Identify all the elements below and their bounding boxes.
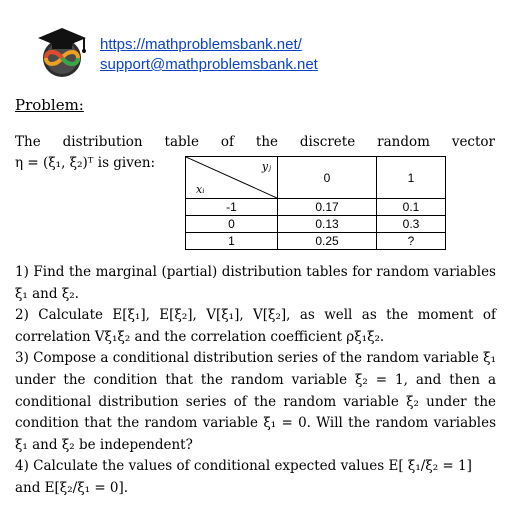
- column-variable-label: yⱼ: [261, 160, 271, 173]
- table-cell: 0.1: [377, 199, 446, 216]
- intro-word: distribution: [62, 134, 143, 150]
- intro-line-1: [15, 132, 495, 153]
- table-corner-cell: [186, 157, 278, 199]
- intro-line-2: η = (ξ₁, ξ₂)ᵀ is given:: [15, 155, 156, 171]
- contact-links: [100, 35, 318, 75]
- column-header: 0: [278, 157, 377, 199]
- table-row: [186, 216, 446, 233]
- intro-word: of: [220, 134, 234, 150]
- row-variable-label: xᵢ: [196, 183, 205, 196]
- website-link[interactable]: https://mathproblemsbank.net/: [100, 36, 302, 53]
- table-cell: 0.25: [278, 233, 377, 250]
- intro-word: The: [15, 134, 41, 150]
- table-cell: 0.3: [377, 216, 446, 233]
- row-header: 0: [186, 216, 278, 233]
- intro-word: table: [164, 134, 199, 150]
- task-list: [15, 262, 496, 500]
- table-header-row: [186, 157, 446, 199]
- table-row: [186, 199, 446, 216]
- task-item: 2) Calculate E[ξ₁], E[ξ₂], V[ξ₁], V[ξ₂], as well as the moment of correlation Vξ₁ξ₂ and the correlation coefficient ρξ₁ξ₂.: [15, 307, 496, 345]
- row-header: -1: [186, 199, 278, 216]
- task-item: 1) Find the marginal (partial) distribution tables for random variables ξ₁ and ξ₂.: [15, 264, 496, 302]
- column-header: 1: [377, 157, 446, 199]
- intro-word: the: [255, 134, 278, 150]
- graduation-cap-infinity-icon: [34, 24, 90, 80]
- table-cell: 0.17: [278, 199, 377, 216]
- row-header: 1: [186, 233, 278, 250]
- task-item: 3) Compose a conditional distribution series of the random variable ξ₁ under the condition that the random variable ξ₂ = 1, and then a conditional distribution series of the random variable ξ₂ under the condition that the random variable ξ₁ = 0. Will the random variables ξ₁ and ξ₂ be independent?: [15, 350, 496, 453]
- table-cell: ?: [377, 233, 446, 250]
- intro-word: random: [377, 134, 430, 150]
- table-row: [186, 233, 446, 250]
- intro-word: vector: [451, 134, 495, 150]
- task-item: 4) Calculate the values of conditional expected values E[ ξ₁/ξ₂ = 1] and E[ξ₂/ξ₁ = 0].: [15, 458, 472, 496]
- email-link[interactable]: support@mathproblemsbank.net: [100, 56, 318, 73]
- distribution-table: [185, 156, 446, 250]
- problem-heading: Problem:: [15, 96, 84, 114]
- table-cell: 0.13: [278, 216, 377, 233]
- intro-word: discrete: [299, 134, 356, 150]
- site-logo: [34, 24, 90, 80]
